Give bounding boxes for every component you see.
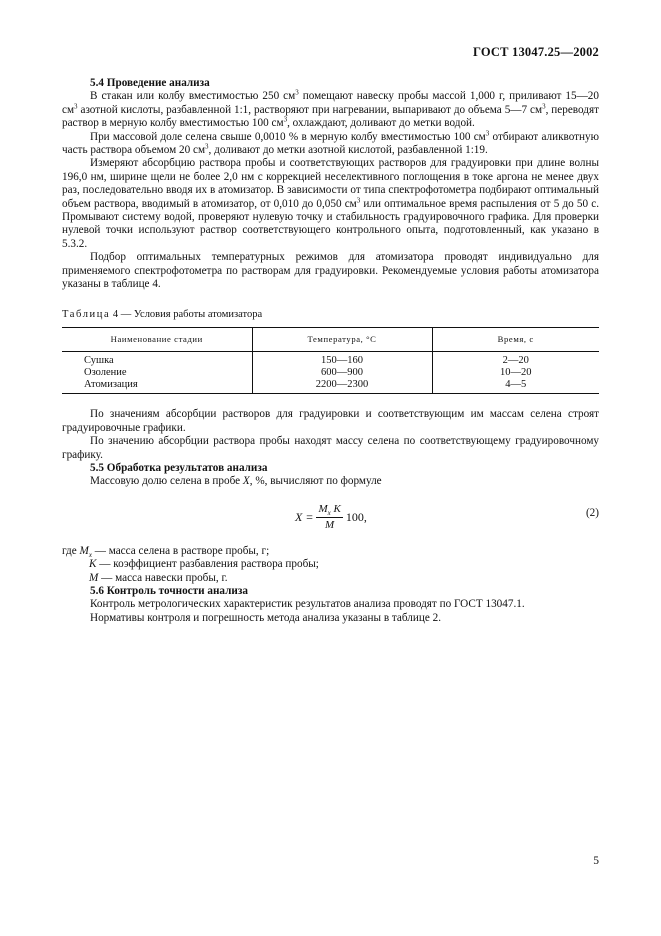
page-number: 5: [593, 855, 599, 867]
cell-stage: Атомизация: [62, 379, 252, 394]
section-5-4-paragraph-2: При массовой доле селена свыше 0,0010 % в мерную колбу вместимостью 100 $см^3$ отбирают аликвотную часть раствора объемом 20 $см^3$, доливают до метки азотной кислотой, разбавленной 1:19.: [62, 128, 599, 157]
table-row: [62, 352, 599, 368]
legend-row-mx: где $M_x$ — масса селена в растворе пробы, г;: [62, 544, 270, 559]
cell-stage: Озоление: [84, 367, 127, 379]
legend-row-m: M — масса навески пробы, г.: [89, 571, 228, 584]
cell-stage: Сушка: [84, 355, 114, 367]
column-header-stage: Наименование стадии: [62, 327, 252, 351]
after-table-text: [62, 408, 599, 462]
legend-row-k: K — коэффициент разбавления раствора пробы;: [89, 558, 319, 571]
document-standard-header: ГОСТ 13047.25—2002: [473, 45, 599, 59]
table-row: [62, 379, 599, 394]
formula-numerator: $M_x$ K: [318, 502, 341, 517]
table-header-row: [62, 327, 599, 351]
section-5-4-paragraph-3: Измеряют абсорбцию раствора пробы и соответствующих растворов для градуировки при длине волны 196,0 нм, ширине щели не более 2,0 нм с коррекцией неселективного поглощения в токе аргона не менее двух раз, последовательно вводя их в атомизатор. В зависимости от типа спектрофотометра подбирают оптимальный объем раствора, вводимый в атомизатор, от 0,010 до 0,050 $см^3$ или оптимальное время распыления от 5 до 50 с. Промывают систему водой, проверяют нулевую точку и стабильность градуировочного графика. Для проверки нулевой точки используют раствор соответствующего контрольного опыта, подготовленный, как указано в 5.3.2.: [62, 157, 599, 250]
formula-expression: [295, 503, 367, 533]
formula-2: [62, 495, 599, 539]
formula-tail: 100,: [345, 509, 367, 524]
column-header-time: Время, с: [432, 327, 599, 351]
section-5-4-paragraph-1: В стакан или колбу вместимостью 250 $см^3$ помещают навеску пробы массой 1,000 г, приливают 15—20 $см^3$ азотной кислоты, разбавленной 1:1, растворяют при нагревании, выпаривают до объема 5—7 $см^3$, переводят раствор в мерную колбу вместимостью 100 $см^3$, охлаждают, доливают до метки водой.: [62, 88, 600, 130]
section-5-5-intro: Массовую долю селена в пробе X, %, вычисляют по формуле: [90, 475, 382, 488]
cell-temperature: 150—160: [252, 352, 432, 368]
cell-time: 10—20: [432, 367, 599, 379]
formula-legend: [62, 545, 599, 585]
section-5-5-heading: 5.5 Обработка результатов анализа: [90, 461, 268, 474]
cell-time: 2—20: [432, 352, 599, 368]
table-row: [62, 367, 599, 379]
sample-mass-paragraph: По значению абсорбции раствора пробы находят массу селена по соответствующему градуировочному графику.: [62, 435, 599, 461]
formula-lhs: X =: [295, 509, 314, 524]
section-5-6-paragraph-1: Контроль метрологических характеристик результатов анализа проводят по ГОСТ 13047.1.: [90, 598, 525, 611]
table-4-caption: Таблица 4 — Условия работы атомизатора: [62, 308, 263, 320]
section-5-6-paragraph-2: Нормативы контроля и погрешность метода анализа указаны в таблице 2.: [90, 611, 442, 624]
section-5-6-heading: 5.6 Контроль точности анализа: [90, 584, 248, 597]
section-5-4-heading: 5.4 Проведение анализа: [90, 77, 210, 89]
column-header-temperature: Температура, °С: [252, 327, 432, 351]
page-content: [62, 77, 599, 625]
formula-denominator: M: [325, 519, 335, 532]
section-5-4-paragraph-4: Подбор оптимальных температурных режимов для атомизатора проводят индивидуально для применяемого спектрофотометра по растворам для градуировки. Рекомендуемые условия работы атомизатора указаны в таблице 4.: [62, 251, 599, 291]
formula-number: (2): [585, 506, 599, 519]
formula-fraction: [316, 503, 342, 533]
calibration-graph-paragraph: По значениям абсорбции растворов для градуировки и соответствующим им массам селена строят градуировочные графики.: [62, 408, 599, 434]
cell-time: 4—5: [432, 379, 599, 394]
cell-temperature: 600—900: [252, 367, 432, 379]
table-4-atomizer-conditions: [62, 327, 599, 394]
cell-temperature: 2200—2300: [252, 379, 432, 394]
